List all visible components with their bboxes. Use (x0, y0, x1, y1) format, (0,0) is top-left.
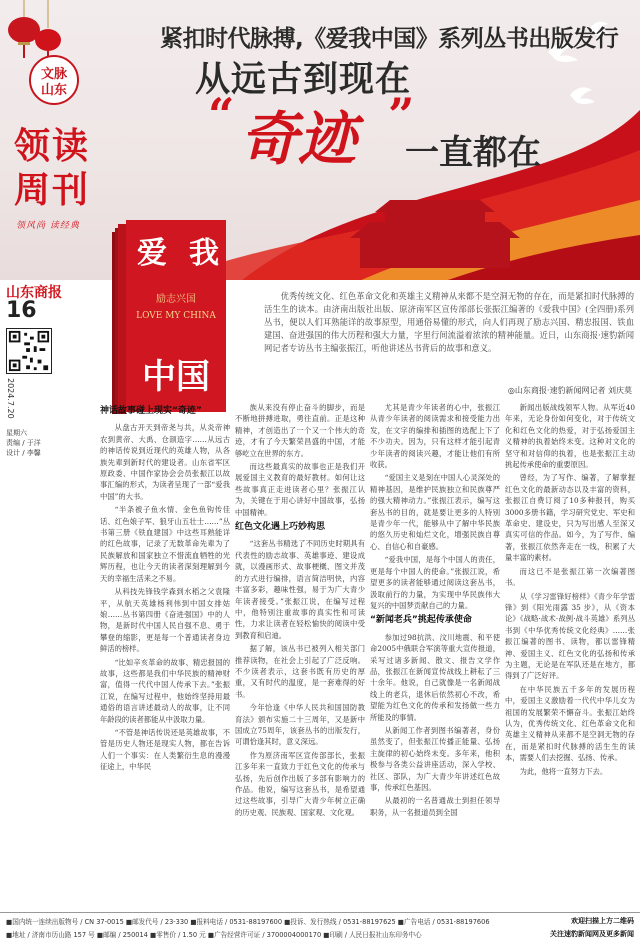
masthead-banner (0, 0, 640, 280)
editor-credit: 责编 / 于洋 (6, 439, 41, 447)
section-heading: 神话故事碰上现实“奇迹” (100, 406, 202, 416)
issue-date: 2024.7.20 (6, 378, 15, 419)
sidebar-meta (6, 428, 41, 458)
footer-info-row-2: ■地址 / 济南市历山路 157 号 ■邮编 / 250014 ■零售价 / 1.50 元 ■广告经营许可证 / 3700004000170 ■印刷 / 人民日报社山东印务中心 (6, 931, 422, 939)
paragraph: 从新闻工作者到图书编著者，身份虽然变了，但张振江传播正能量、弘扬主旋律的初心始终未变。多年来，他积极参与各类公益讲座活动，深入学校、社区、部队，为广大青少年讲述红色故事，传承红色基因。 (370, 725, 500, 792)
book-cover-image (112, 218, 226, 418)
headline-highlight: 奇迹 (240, 105, 357, 173)
paragraph: 作为原济南军区宣传部部长，张振江多年来一直致力于红色文化的传承与弘扬，先后创作出版了多部有影响力的作品。他说，编写这套丛书，是希望通过这些故事，引导广大青少年树立正确的历史观、民族观、国家观、文化观。 (235, 750, 365, 817)
article-column-2 (235, 402, 365, 907)
issue-weekday: 星期六 (6, 429, 27, 437)
paragraph: “半条被子鱼水情、金色鱼钩传佳话、红色娘子军、狼牙山五壮士……”丛书第三册《铁血建国》中这些耳熟能详的红色故事，记录了无数革命先辈为了民族解放和国家独立不惜流血牺牲的光辉历程，也让今天的读者深刻理解到今天的幸福生活来之不易。 (100, 505, 230, 583)
book-title-ai: 爱 (137, 236, 167, 271)
paragraph: 为此，他将一直努力下去。 (519, 766, 608, 776)
book-subtitle: 励志兴国 (156, 294, 196, 305)
article-column-1 (100, 402, 230, 907)
paragraph: 从《学习雷锋好榜样》《青少年学雷锋》到《阳光雨露 35 步》，从《资本论》《战略·战术·战例·战斗英雄》系列丛书到《中华优秀传统文化经典》……张振江编著的图书、读物，都以雷锋精神、爱国主义、红色文化的弘扬和传承为主题，无论是在军队还是在地方，都得到了广泛好评。 (505, 591, 635, 681)
paper-name: 山东商报 (6, 285, 62, 301)
paragraph: “比如辛亥革命的故事、精忠报国的故事，这些都是我们中华民族的精神财富，值得一代代中国人传承下去。”张振江说，在编写过程中，他始终坚持用最通俗的语言讲述最动人的故事，让不同年龄段的读者都能从中汲取力量。 (100, 657, 230, 724)
paragraph: 新闻出版战线领军人物。从军近40年来，无论身份如何变化，对于传统文化和红色文化的热爱，对于弘扬爱国主义精神的执着始终未变。这种对文化的坚守和对信仰的执着，也是张振江主动挑起传承使命的重要原因。 (505, 403, 635, 470)
column-title (14, 125, 90, 213)
paragraph: “爱国主义是刻在中国人心灵深处的精神基因，是维护民族独立和民族尊严的强大精神动力。”张振江表示，编写这套丛书的目的，就是要让更多的人特别是青少年一代，能够从中了解中华民族的悠久历史和灿烂文化，增强民族自尊心、自信心和自豪感。 (370, 473, 500, 551)
qr-code-icon[interactable] (6, 328, 52, 374)
book-title-wo: 我 (189, 236, 219, 271)
paragraph: 今年恰逢《中华人民共和国国防教育法》颁布实施二十三周年，又是新中国成立75周年，该套丛书的出版发行，可谓恰逢其时，意义深远。 (235, 703, 365, 747)
page-footer (0, 912, 640, 941)
paragraph: 族从来没有停止奋斗的脚步，而是不断地拼搏进取，勇往直前。正是这种精神，才创造出了一个又一个伟大的奇迹，才有了今天繁荣昌盛的中国，才能够屹立在世界的东方。 (235, 403, 365, 458)
paragraph: 参加过98抗洪、汶川地震、和平使命2005中俄联合军演等重大宣传报道，采写过诸多新闻、散文、报告文学作品，张振江在新闻宣传战线上耕耘了三十余年。他说，自己就像是一名新闻战线上的老兵，退休后依然初心不改，希望能为红色文化的传承和发扬做一些力所能及的事情。 (370, 632, 500, 722)
paragraph: 据了解，该丛书已被列入相关部门推荐读物，在社会上引起了广泛反响。不少读者表示，这套书既有历史的厚重，又有时代的温度，是一套难得的好书。 (235, 644, 365, 699)
column-title-line-2: 周刊 (14, 170, 91, 211)
book-english-title: LOVE MY CHINA (136, 311, 216, 321)
paragraph: 从盘古开天到帝尧与共，从炎帝神农到黄帝、大禹、仓颉造字……从远古的神话传说到近现代的英雄人物，从各族先辈到新时代的建设者。山东省军区原政委、中国作家协会会员张振江以故事汇编的形式，为读者呈现了一部“爱我中国”的大书。 (100, 423, 230, 501)
footer-follow-prompt: 关注速豹新闻网及更多新闻 (550, 930, 634, 938)
column-slogan: 领风尚 读经典 (16, 221, 80, 231)
headline-line-1: 紧扣时代脉搏,《爱我中国》系列丛书出版发行 (160, 26, 619, 52)
footer-qr-prompt: 欢迎扫描上方二维码 (571, 917, 634, 925)
paragraph: 从最初的一名普通战士到担任领导职务，从一名报道员到全国 (370, 796, 500, 817)
lantern-icon (8, 0, 40, 58)
book-title-zhongguo: 中国 (142, 357, 210, 397)
section-heading: 红色文化遇上巧妙构思 (235, 522, 326, 533)
paragraph: 而这已不是张振江第一次编著图书。 (505, 566, 635, 588)
headline-quote-open: “ (208, 88, 235, 142)
footer-info-row-1: ■国内统一连续出版物号 / CN 37-0015 ■邮发代号 / 23-330 ■报料电话 / 0531-88197600 ■投诉、发行热线 / 0531-88197625 ■广告电话 / 0531-88197606 (6, 918, 490, 926)
paragraph: 从科技先锋钱学森到水稻之父袁隆平，从航天英雄杨利伟到中国女排姑娘……丛书第四册《奋进强国》中的人物，是新时代中国人民自强不息、勇于攀登的缩影，更是每一个普通读者身边鲜活的榜样。 (100, 587, 230, 654)
section-heading: “新闻老兵”挑起传承使命 (370, 615, 472, 626)
headline-line-3: 一直都在 (405, 133, 541, 173)
paragraph: 在中华民族五千多年的发展历程中，爱国主义激励着一代代中华儿女为祖国的发展繁荣不懈奋斗。张振江始终认为，优秀传统文化、红色革命文化和英雄主义精神从来都不是空洞无物的存在，而是紧扣时代脉搏的活生生的读本，需要人们去挖掘、弘扬、传承。 (505, 684, 635, 763)
page-number: 16 (6, 298, 37, 323)
column-title-line-1: 领读 (14, 126, 91, 167)
article-column-3 (370, 402, 500, 907)
headline-quote-close: ” (388, 88, 415, 142)
designer-credit: 设计 / 李馨 (6, 449, 41, 457)
article-column-4 (505, 402, 635, 907)
article-byline: ◎山东商报·速豹新闻网记者 刘庆莫 (507, 386, 632, 395)
paragraph: 曾经，为了写作、编著，了解掌握红色文化的最新动态以及丰富的资料，张振江自费订阅了10多种报刊，购买3000多册书籍，学习研究党史、军史和革命史、建设史，只为写出感人至深又真实可信的作品。如今，为了写作、编著，张振江依然奔走在一线，积累了大量丰富的素材。 (505, 473, 635, 563)
svg-text:山东: 山东 (40, 83, 68, 98)
paragraph: 而这些最真实的故事也正是我们开展爱国主义教育的最好教材。如何让这些故事真正走进读者心里？张振江认为，关键在于用心讲好中国故事，弘扬中国精神。 (235, 462, 365, 517)
paragraph: 尤其是青少年读者的心中，张振江从青少年读者的阅读需求和接受能力出发，在文字的编排和插图的选配上下了不少功夫。因为，只有这样才能引起青少年读者的阅读兴趣，才能让他们有所收获。 (370, 403, 500, 470)
headline-line-2: 从远古到现在 (195, 60, 412, 100)
paragraph: “这套丛书精选了不同历史时期具有代表性的励志故事、英雄事迹、建设成就，以漫画形式、故事梗概、图文并茂的方式进行编排，语言简洁明快，内容丰富多彩，趣味性强，易于为广大青少年读者接受。”张振江说，在编写过程中，他特别注重故事的真实性和可读性，力求让读者在轻松愉快的阅读中受到教育和启迪。 (235, 539, 365, 640)
article-intro: 优秀传统文化、红色革命文化和英雄主义精神从来都不是空洞无物的存在，而是紧扣时代脉搏的活生生的读本。由济南出版社出版、原济南军区宣传部部长张振江编著的《爱我中国》(全四册)系列丛书，便以人们耳熟能详的故事原型，用通俗易懂的形式，向人们再现了励志兴国、精忠报国、铁血建国、奋进强国的伟大历程和强大力量，字里行间流溢着浓浓的精神能量。近日，山东商报·速豹新闻网记者专访丛书主编张振江，听他讲述丛书背后的故事和意义。 (264, 291, 634, 353)
paragraph: “不管是神话传说还是英雄故事，不管是历史人物还是现实人物，都在告诉人们一个事实：在人类繁衍生息的漫漫征途上，中华民 (100, 727, 230, 772)
paragraph: “爱我中国，是每个中国人的责任，更是每个中国人的使命。”张振江说，希望更多的读者能够通过阅读这套丛书，汲取前行的力量，为实现中华民族伟大复兴的中国梦贡献自己的力量。 (370, 555, 500, 610)
svg-text:文脉: 文脉 (40, 67, 68, 82)
wenmai-shandong-seal (28, 54, 80, 106)
